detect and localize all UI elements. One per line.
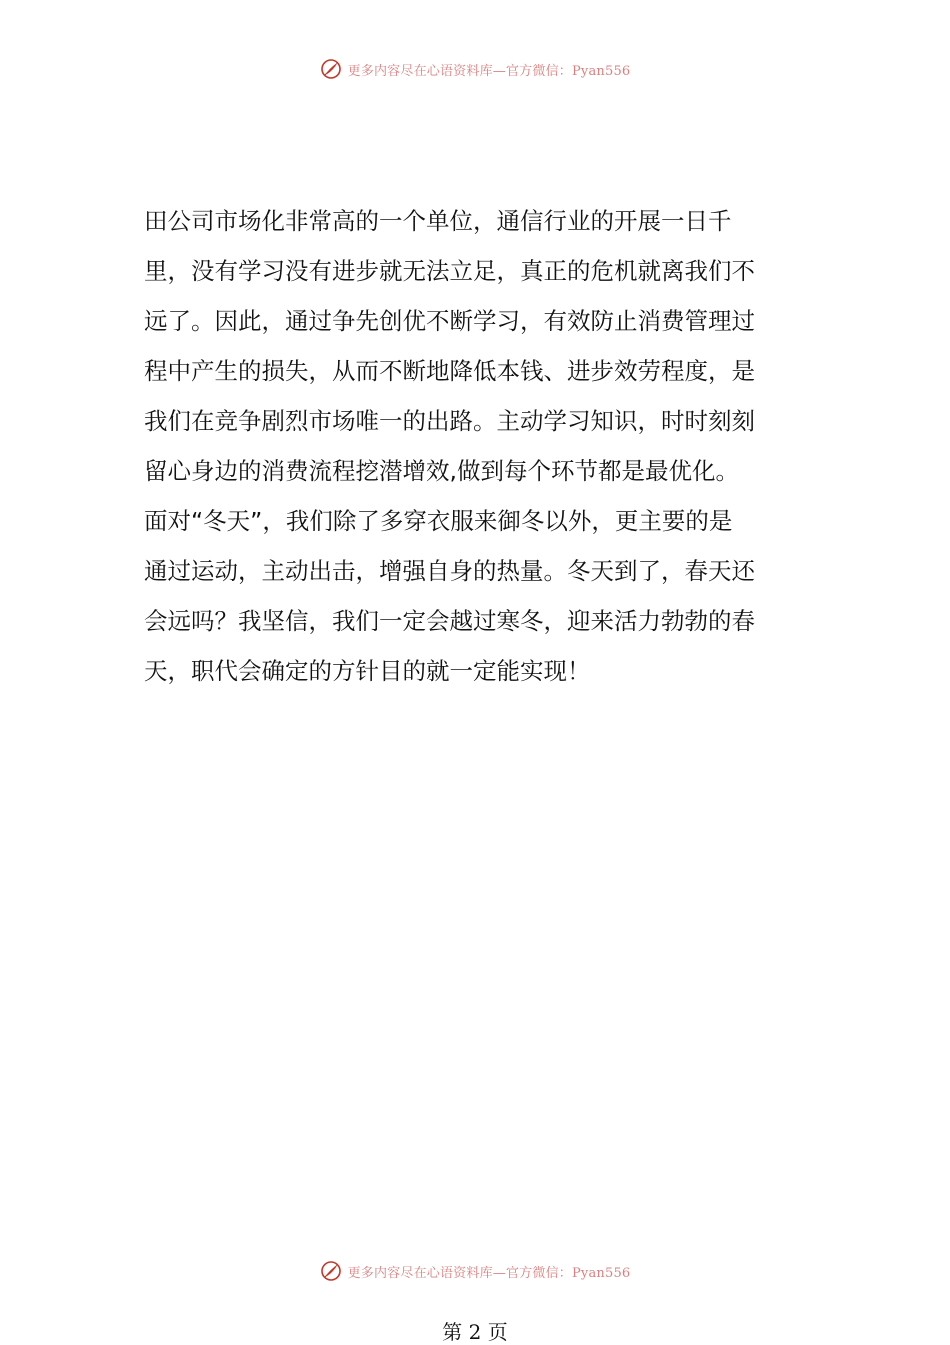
quill-pen-logo-icon bbox=[320, 1260, 342, 1282]
text-line: 程中产生的损失，从而不断地降低本钱、进步效劳程度，是 bbox=[144, 357, 755, 385]
page-header-banner bbox=[0, 54, 950, 84]
header-banner-text: 更多内容尽在心语资料库—官方微信：Pyan556 bbox=[347, 63, 631, 79]
quill-pen-logo-icon bbox=[320, 58, 342, 80]
text-line: 远了。因此，通过争先创优不断学习，有效防止消费管理过 bbox=[144, 307, 755, 335]
text-line: 会远吗？我坚信，我们一定会越过寒冬，迎来活力勃勃的春 bbox=[144, 607, 755, 635]
page-footer-banner bbox=[0, 1256, 950, 1286]
text-line: 面对“冬天”，我们除了多穿衣服来御冬以外，更主要的是 bbox=[144, 507, 733, 535]
page-number: 第 2 页 bbox=[442, 1320, 508, 1344]
text-line: 我们在竞争剧烈市场唯一的出路。主动学习知识，时时刻刻 bbox=[144, 407, 755, 435]
text-line: 里，没有学习没有进步就无法立足，真正的危机就离我们不 bbox=[144, 257, 755, 285]
text-line: 通过运动，主动出击，增强自身的热量。冬天到了，春天还 bbox=[144, 557, 755, 585]
text-line: 田公司市场化非常高的一个单位，通信行业的开展一日千 bbox=[144, 207, 732, 235]
footer-banner-text: 更多内容尽在心语资料库—官方微信：Pyan556 bbox=[347, 1265, 631, 1281]
text-line: 留心身边的消费流程挖潜增效,做到每个环节都是最优化。 bbox=[144, 457, 739, 485]
text-line: 天，职代会确定的方针目的就一定能实现！ bbox=[144, 657, 591, 685]
document-body bbox=[144, 196, 808, 696]
